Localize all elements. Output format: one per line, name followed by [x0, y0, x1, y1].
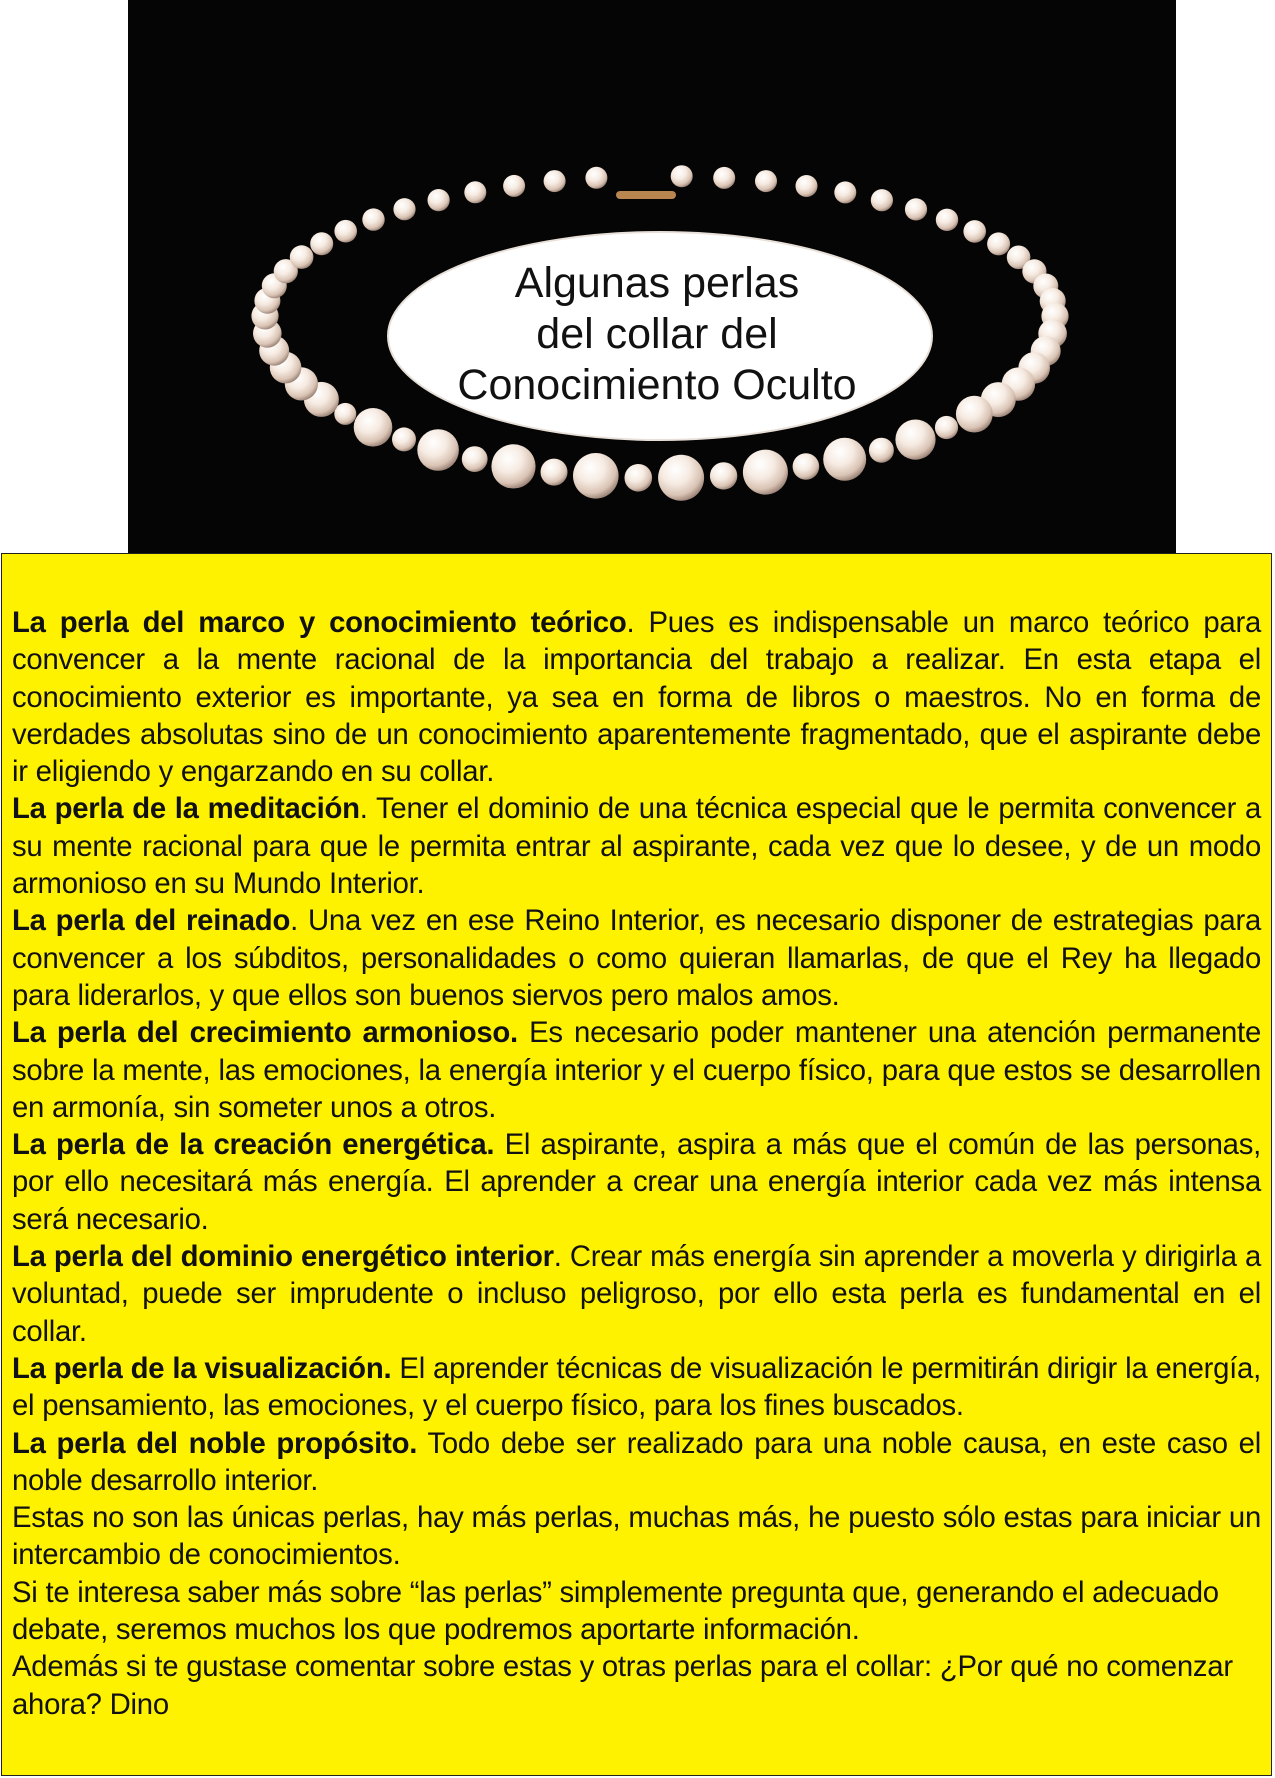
- pearl: [585, 167, 607, 189]
- pearl: [956, 396, 993, 433]
- pearl: [895, 420, 935, 460]
- pearl-heading: La perla del marco y conocimiento teórico: [12, 606, 627, 639]
- header-image: [128, 0, 1176, 556]
- pearl: [987, 232, 1010, 255]
- pearl: [935, 416, 958, 439]
- pearl: [658, 455, 704, 501]
- paragraph-dominio-energetico: [12, 1238, 1261, 1350]
- pearl: [417, 429, 459, 471]
- pearl: [963, 220, 986, 243]
- pearl: [290, 245, 314, 269]
- pearl: [334, 403, 356, 425]
- pearl: [573, 453, 619, 499]
- header-title-line-2: del collar del: [536, 310, 778, 358]
- pearl: [393, 198, 415, 220]
- pearl: [710, 462, 737, 489]
- pearl-description: Es necesario poder mantener una atención permanente sobre la mente, las emociones, la energía interior y el cuerpo físico, para que estos se desarrollen en armonía, sin someter unos a otros.: [12, 1016, 1261, 1124]
- paragraph-reinado: [12, 902, 1261, 1014]
- pearl-heading: La perla de la creación energética.: [12, 1128, 495, 1162]
- pearl: [671, 165, 693, 187]
- pearl: [541, 459, 568, 486]
- pearl: [936, 209, 958, 231]
- article-body: [1, 553, 1272, 1776]
- pearl: [491, 444, 535, 488]
- paragraph-marco-teorico: [12, 604, 1261, 790]
- necklace-clasp: [616, 191, 676, 199]
- header-title-line-3: Conocimiento Oculto: [457, 361, 857, 409]
- pearl: [334, 220, 357, 243]
- pearl-heading: La perla del noble propósito.: [12, 1426, 418, 1460]
- pearl-heading: La perla de la visualización.: [12, 1351, 392, 1385]
- pearl: [464, 181, 486, 203]
- pearl: [869, 438, 894, 463]
- pearl: [392, 427, 416, 451]
- paragraph-creacion-energetica: [12, 1126, 1261, 1238]
- pearl-heading: La perla del reinado: [12, 904, 291, 938]
- paragraph-interes: [12, 1574, 1261, 1649]
- pearl: [793, 453, 820, 480]
- paragraph-visualizacion: [12, 1350, 1261, 1425]
- pearl: [823, 438, 866, 481]
- paragraph-crecimiento: [12, 1014, 1261, 1126]
- paragraph-otras-perlas: [12, 1499, 1261, 1574]
- pearl: [871, 189, 893, 211]
- pearl: [625, 464, 653, 492]
- pearl-description: . Crear más energía sin aprender a moverla y dirigirla a voluntad, puede ser imprudente o incluso peligroso, por ello esta perla es fundamental en el collar.: [12, 1240, 1261, 1348]
- pearl: [462, 446, 488, 472]
- pearl: [755, 170, 777, 192]
- closing-text: Además si te gustase comentar sobre estas y otras perlas para el collar: ¿Por qué no comenzar ahora? Dino: [12, 1650, 1233, 1721]
- pearl-description: El aprender técnicas de visualización le permitirán dirigir la energía, el pensamiento, las emociones, y el cuerpo físico, para los fines buscados.: [12, 1351, 1261, 1423]
- pearl-necklace-illustration: [128, 0, 1176, 556]
- pearl: [354, 408, 393, 447]
- pearl-description: Todo debe ser realizado para una noble causa, en este caso el noble desarrollo interior.: [12, 1426, 1261, 1497]
- pearl-heading: La perla del dominio energético interior: [12, 1240, 554, 1274]
- pearl-heading: La perla del crecimiento armonioso.: [12, 1016, 518, 1050]
- closing-text: Estas no son las únicas perlas, hay más perlas, muchas más, he puesto sólo estas para iniciar un intercambio de conocimientos.: [12, 1501, 1261, 1572]
- pearl-description: . Pues es indispensable un marco teórico para convencer a la mente racional de la importancia del trabajo a realizar. En esta etapa el conocimiento exterior es importante, ya sea en forma de libros o maestros. No en forma de verdades absolutas sino de un conocimiento aparentemente fragmentado, que el aspirante debe ir eligiendo y engarzando en su collar.: [12, 606, 1261, 789]
- pearl: [544, 170, 566, 192]
- paragraph-meditacion: [12, 790, 1261, 902]
- pearl: [796, 175, 818, 197]
- title-ellipse: [388, 232, 932, 440]
- pearl: [362, 208, 384, 230]
- pearl-heading: La perla de la meditación: [12, 792, 360, 826]
- closing-text: Si te interesa saber más sobre “las perlas” simplemente pregunta que, generando el adecuado debate, seremos muchos los que podremos aportarte información.: [12, 1575, 1219, 1647]
- pearl: [428, 189, 450, 211]
- pearl: [834, 181, 856, 203]
- pearl: [503, 175, 525, 197]
- pearl-description: . Una vez en ese Reino Interior, es necesario disponer de estrategias para convencer a los súbditos, personalidades o como quieran llamarlas, de que el Rey ha llegado para liderarlos, y que ellos son buenos siervos pero malos amos.: [12, 904, 1262, 1012]
- pearl: [310, 232, 333, 255]
- header-title-line-1: Algunas perlas: [514, 259, 800, 307]
- pearl-description: . Tener el dominio de una técnica especial que le permita convencer a su mente racional para que le permita entrar al aspirante, cada vez que lo desee, y de un modo armonioso en su Mundo Interior.: [12, 792, 1261, 901]
- pearl: [905, 198, 927, 220]
- paragraph-comentar: [12, 1648, 1261, 1723]
- pearl-description: El aspirante, aspira a más que el común de las personas, por ello necesitará más energía. El aprender a crear una energía interior cada vez más intensa será necesario.: [12, 1128, 1261, 1236]
- paragraph-noble-proposito: [12, 1425, 1261, 1500]
- pearl: [743, 450, 788, 495]
- pearl: [713, 167, 735, 189]
